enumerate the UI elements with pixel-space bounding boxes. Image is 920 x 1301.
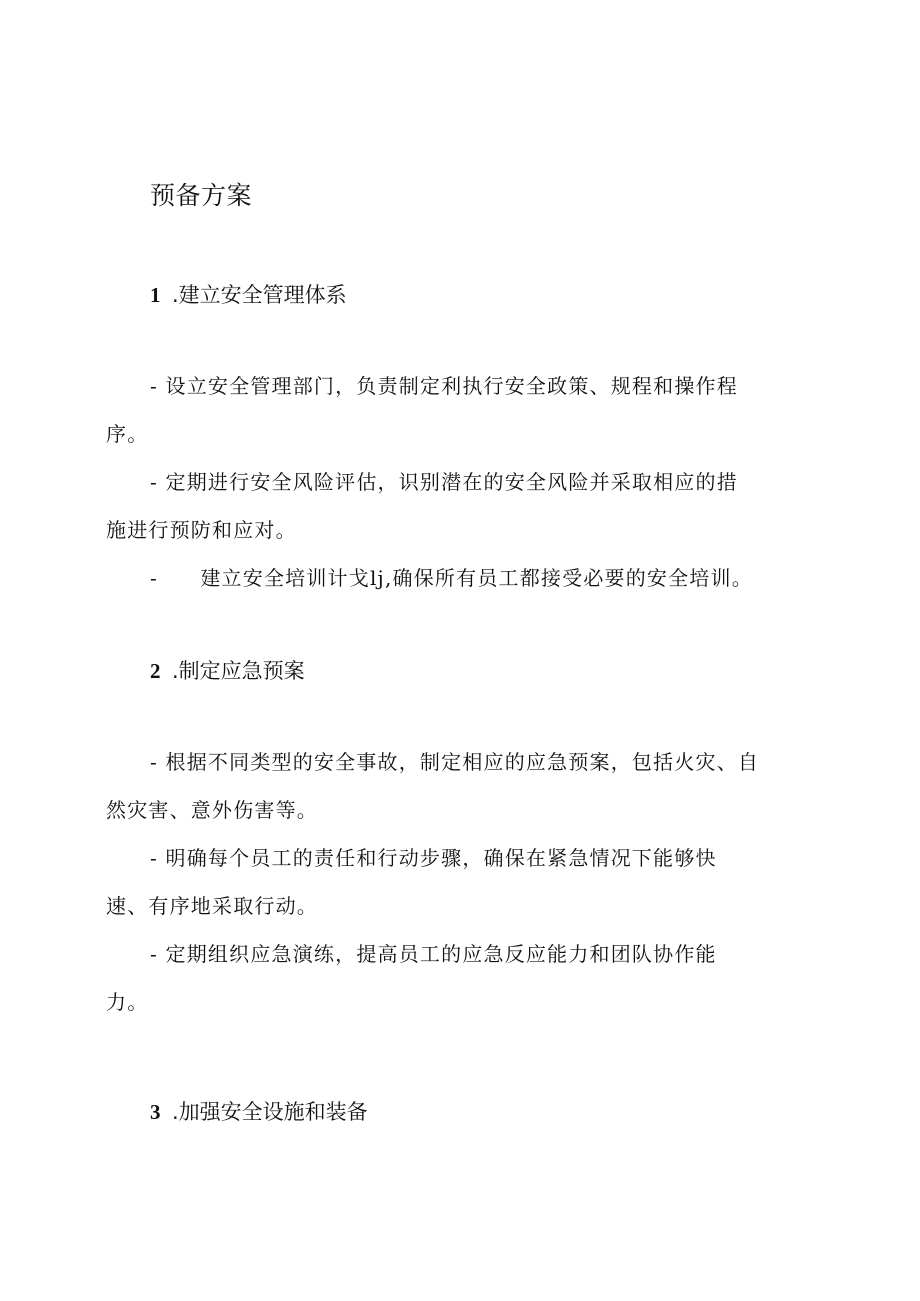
- paragraph-line: - 定期进行安全风险评估，识别潜在的安全风险并采取相应的措: [150, 470, 738, 494]
- paragraph-line: - 明确每个员工的责任和行动步骤，确保在紧急情况下能够快: [150, 846, 717, 870]
- document-title: 预备方案: [150, 181, 253, 210]
- section-heading-text: .加强安全设施和装备: [172, 1100, 368, 1124]
- section-heading-text: .建立安全管理体系: [172, 283, 347, 307]
- section-number: 3: [150, 1100, 161, 1124]
- section-number: 1: [150, 283, 161, 307]
- paragraph-line: 序。: [106, 422, 149, 446]
- section-heading-text: .制定应急预案: [172, 659, 305, 683]
- paragraph-line: 然灾害、意外伤害等。: [106, 798, 318, 822]
- paragraph-line: - 定期组织应急演练，提高员工的应急反应能力和团队协作能: [150, 942, 717, 966]
- paragraph-line: 施进行预防和应对。: [106, 518, 297, 542]
- paragraph-line: 速、有序地采取行动。: [106, 894, 318, 918]
- paragraph-line: - 建立安全培训计戈lj,确保所有员工都接受必要的安全培训。: [150, 566, 753, 590]
- section-heading-3: [150, 1096, 368, 1126]
- paragraph-line: - 设立安全管理部门，负责制定利执行安全政策、规程和操作程: [150, 374, 738, 398]
- section-number: 2: [150, 659, 161, 683]
- section-heading-2: [150, 655, 305, 685]
- section-heading-1: [150, 279, 347, 309]
- paragraph-line: 力。: [106, 990, 149, 1014]
- paragraph-line: - 根据不同类型的安全事故，制定相应的应急预案，包括火灾、自: [150, 750, 760, 774]
